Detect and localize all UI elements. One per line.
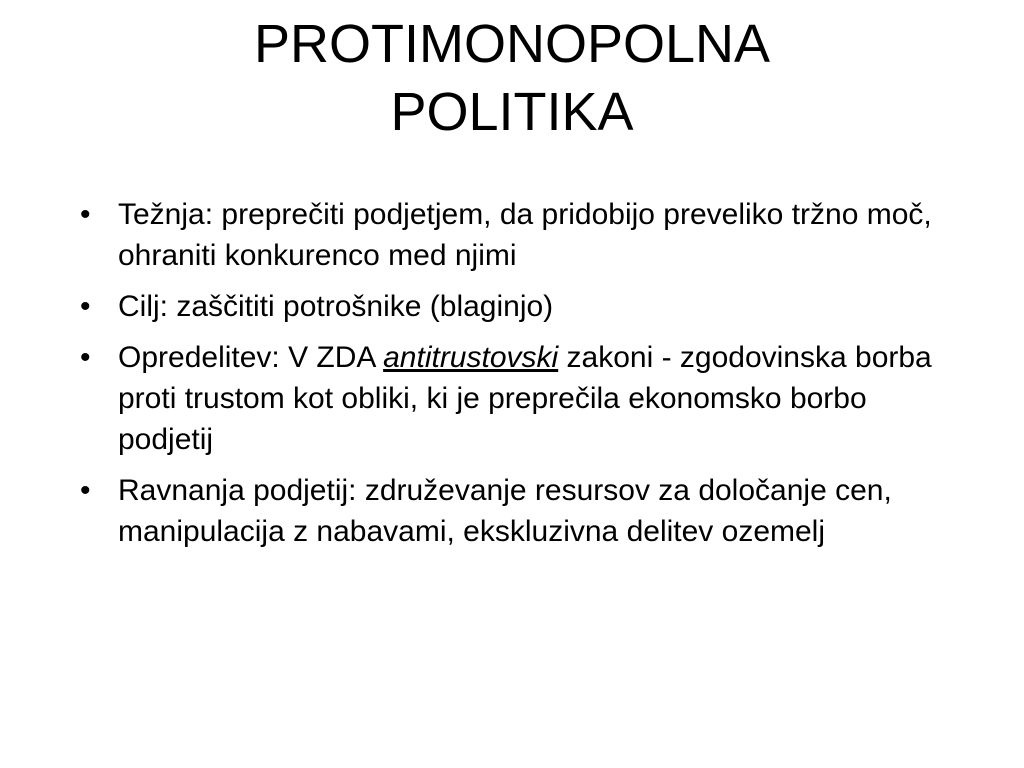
emphasized-term: antitrustovski: [383, 341, 559, 374]
bullet-icon: •: [80, 290, 91, 323]
bullet-text: Ravnanja podjetij: združevanje resursov za določanje cen, manipulacija z nabavami, ekskluzivna delitev ozemelj: [118, 474, 892, 548]
bullet-icon: •: [80, 474, 91, 507]
bullet-item-conduct: [80, 470, 940, 552]
bullet-icon: •: [80, 341, 91, 374]
bullet-text: [118, 341, 932, 456]
bullet-text-after: zakoni - zgodovinska borba proti trustom kot obliki, ki je preprečila ekonomsko borbo podjetij: [118, 341, 932, 456]
bullet-item-aim: [80, 194, 940, 276]
bullet-text: Težnja: preprečiti podjetjem, da pridobijo preveliko tržno moč, ohraniti konkurenco med njimi: [118, 198, 932, 272]
bullet-icon: •: [80, 198, 91, 231]
slide-title-line-2: POLITIKA: [390, 82, 634, 142]
bullet-text-before: Opredelitev: V ZDA: [118, 341, 384, 374]
bullet-item-definition: [80, 337, 940, 460]
slide-title-line-1: PROTIMONOPOLNA: [253, 14, 771, 74]
bullet-item-goal: [80, 286, 940, 327]
bullet-text: Cilj: zaščititi potrošnike (blaginjo): [118, 290, 554, 323]
bullet-list: [80, 194, 940, 562]
slide-title: [0, 10, 1024, 146]
